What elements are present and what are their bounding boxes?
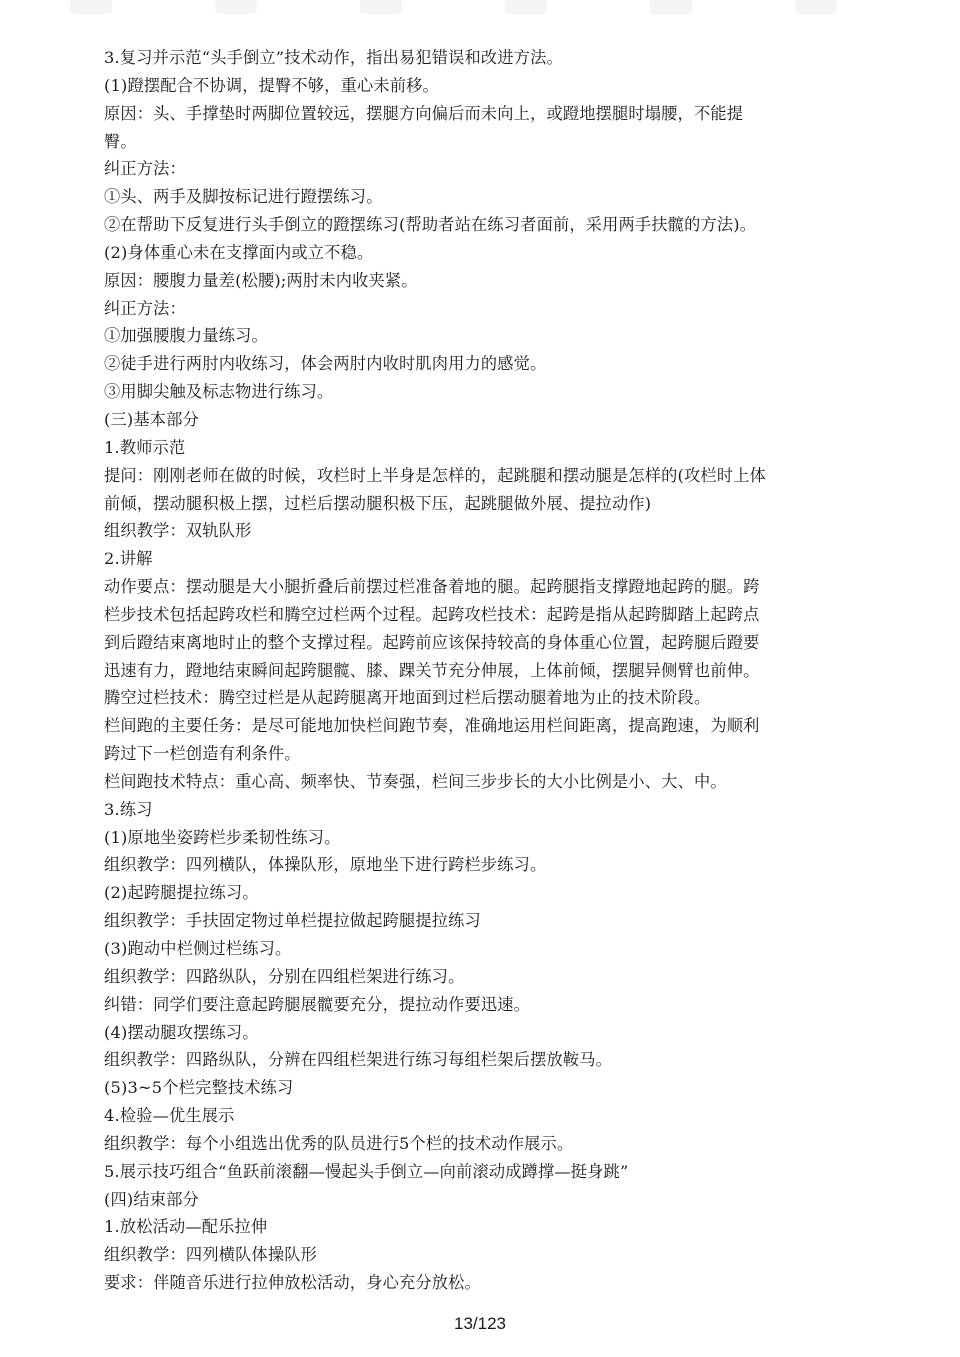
text-line: 臀。 [104,131,137,151]
text-line: 纠正方法： [104,159,186,179]
text-line: ②在帮助下反复进行头手倒立的蹬摆练习(帮助者站在练习者面前，采用两手扶髋的方法)。 [104,215,757,235]
text-line: (1)蹬摆配合不协调，提臀不够，重心未前移。 [104,75,439,95]
text-line: 原因：头、手撑垫时两脚位置较远，摆腿方向偏后而未向上，或蹬地摆腿时塌腰，不能提 [104,103,744,123]
text-line: ①头、两手及脚按标记进行蹬摆练习。 [104,187,383,207]
watermark-icon [360,0,402,14]
watermark-icon [795,0,837,14]
watermark-icon [505,0,547,14]
text-line: 组织教学：四列横队体操队形 [104,1245,318,1265]
text-line: 跨过下一栏创造有利条件。 [104,744,301,764]
document-body [104,44,864,1297]
subheading: 1.放松活动—配乐拉伸 [104,1217,268,1237]
text-line: 3.复习并示范“头手倒立”技术动作，指出易犯错误和改进方法。 [104,48,563,67]
text-line: 组织教学：四路纵队，分别在四组栏架进行练习。 [104,966,465,986]
subheading: 4.检验—优生展示 [104,1106,235,1126]
watermark-icon [650,0,692,14]
subheading: 3.练习 [104,799,153,819]
text-line: (2)身体重心未在支撑面内或立不稳。 [104,242,374,262]
section-heading: (三)基本部分 [104,409,199,429]
text-line: 组织教学：每个小组选出优秀的队员进行5个栏的技术动作展示。 [104,1133,574,1153]
watermark-strip [0,0,960,30]
text-line: 迅速有力，蹬地结束瞬间起跨腿髋、膝、踝关节充分伸展，上体前倾，摆腿异侧臂也前伸。 [104,660,760,680]
text-line: 到后蹬结束离地时止的整个支撑过程。起跨前应该保持较高的身体重心位置，起跨腿后蹬要 [104,632,760,652]
text-line: 纠正方法： [104,298,186,318]
subheading: 1.教师示范 [104,437,186,457]
text-line: 栏间跑的主要任务：是尽可能地加快栏间跑节奏，准确地运用栏间距离，提高跑速，为顺利 [104,716,760,736]
text-line: 前倾，摆动腿积极上摆，过栏后摆动腿积极下压，起跳腿做外展、提拉动作) [104,493,652,513]
text-line: (4)摆动腿攻摆练习。 [104,1022,259,1042]
text-line: 组织教学：双轨队形 [104,521,252,541]
text-line: 要求：伴随音乐进行拉伸放松活动，身心充分放松。 [104,1273,481,1293]
text-line: 纠错：同学们要注意起跨腿展髋要充分，提拉动作要迅速。 [104,994,531,1014]
watermark-icon [215,0,257,14]
text-line: 栏间跑技术特点：重心高、频率快、节奏强，栏间三步步长的大小比例是小、大、中。 [104,771,727,791]
text-line: (2)起跨腿提拉练习。 [104,883,259,903]
section-heading: (四)结束部分 [104,1189,199,1209]
text-line: 组织教学：四路纵队，分辨在四组栏架进行练习每组栏架后摆放鞍马。 [104,1050,613,1070]
text-line: ③用脚尖触及标志物进行练习。 [104,382,334,402]
text-line: 组织教学：四列横队，体操队形，原地坐下进行跨栏步练习。 [104,855,547,875]
watermark-icon [70,0,112,14]
text-line: (1)原地坐姿跨栏步柔韧性练习。 [104,827,341,847]
text-line: ①加强腰腹力量练习。 [104,326,268,346]
text-line: ②徒手进行两肘内收练习，体会两肘内收时肌肉用力的感觉。 [104,354,547,374]
text-line: (5)3~5个栏完整技术练习 [104,1078,294,1098]
text-line: 腾空过栏技术：腾空过栏是从起跨腿离开地面到过栏后摆动腿着地为止的技术阶段。 [104,688,711,708]
text-line: 组织教学：手扶固定物过单栏提拉做起跨腿提拉练习 [104,911,481,931]
page-number: 13/123 [454,1314,506,1333]
subheading: 5.展示技巧组合“鱼跃前滚翻—慢起头手倒立—向前滚动成蹲撑—挺身跳” [104,1161,629,1181]
text-line: 提问：刚刚老师在做的时候，攻栏时上半身是怎样的，起跳腿和摆动腿是怎样的(攻栏时上体 [104,465,767,485]
text-line: 栏步技术包括起跨攻栏和腾空过栏两个过程。起跨攻栏技术：起跨是指从起跨脚踏上起跨点 [104,604,760,624]
text-line: 原因：腰腹力量差(松腰);两肘未内收夹紧。 [104,270,418,290]
subheading: 2.讲解 [104,549,153,569]
text-line: 动作要点：摆动腿是大小腿折叠后前摆过栏准备着地的腿。起跨腿指支撑蹬地起跨的腿。跨 [104,577,760,597]
text-line: (3)跑动中栏侧过栏练习。 [104,939,292,958]
